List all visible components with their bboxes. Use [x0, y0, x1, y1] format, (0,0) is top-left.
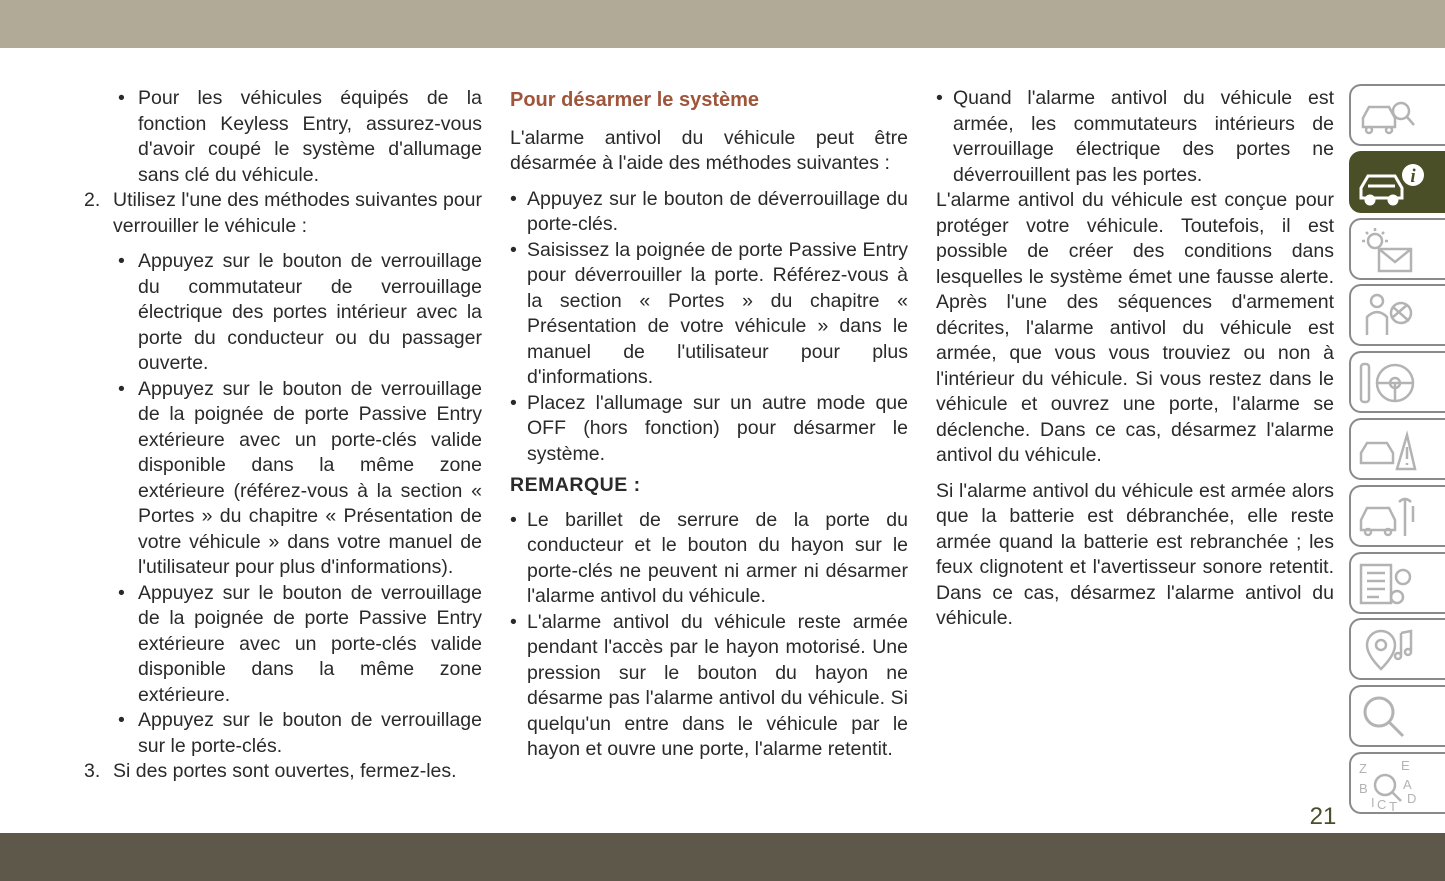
top-band: [0, 0, 1445, 48]
tab-specifications[interactable]: [1349, 552, 1445, 614]
step-text: Si des portes sont ouvertes, fermez-les.: [113, 760, 457, 782]
right-column: [936, 86, 1334, 642]
dashboard-lights-icon: [1357, 225, 1417, 275]
list-item: • Placez l'allumage sur un autre mode que OFF (hors fonction) pour désarmer le système.: [510, 391, 908, 468]
index-letter: E: [1401, 758, 1410, 773]
list-item: • Quand l'alarme antivol du véhicule est armée, les commutateurs intérieurs de verrouillage électrique des portes ne déverrouillent pas les portes.: [936, 86, 1334, 188]
list-item: • Appuyez sur le bouton de verrouillage de la poignée de porte Passive Entry extérieure avec un porte-clés valide disponible dans la même zone extérieure.: [84, 581, 482, 709]
index-letter: Z: [1359, 760, 1367, 776]
note-label: REMARQUE :: [510, 474, 641, 496]
intro-paragraph: L'alarme antivol du véhicule peut être désarmée à l'aide des méthodes suivantes :: [510, 126, 908, 174]
chapter-tabs: [1349, 84, 1445, 819]
intro-bullet: • Pour les véhicules équipés de la fonction Keyless Entry, assurez-vous d'avoir coupé le système d'allumage sans clé du véhicule.: [84, 86, 482, 188]
index-letter: T: [1389, 798, 1397, 813]
bottom-band: [0, 833, 1445, 881]
car-info-icon: [1357, 158, 1427, 212]
step-3: [84, 759, 482, 785]
index-icon: [1357, 759, 1421, 813]
list-item: • Appuyez sur le bouton de verrouillage du commutateur de verrouillage électrique des portes intérieur avec la porte du conducteur ou du passager ouverte.: [84, 249, 482, 377]
tab-servicing[interactable]: [1349, 485, 1445, 547]
step-2: [84, 188, 482, 239]
search-icon: [1357, 692, 1417, 742]
multimedia-icon: [1357, 625, 1417, 675]
car-service-icon: [1357, 492, 1417, 542]
tab-search[interactable]: [1349, 685, 1445, 747]
index-letter: C: [1377, 796, 1387, 812]
note-item: • Le barillet de serrure de la porte du conducteur et le bouton du hayon sur le porte-clés ne peuvent ni armer ni désarmer l'alarme antivol du véhicule.: [510, 508, 908, 610]
tab-multimedia[interactable]: [1349, 618, 1445, 680]
section-heading: Pour désarmer le système: [510, 89, 760, 111]
step-number: 2.: [84, 189, 101, 211]
step-text: Utilisez l'une des méthodes suivantes pour verrouiller le véhicule :: [113, 189, 483, 237]
index-letter: B: [1359, 780, 1368, 796]
index-letter: D: [1407, 790, 1417, 806]
list-item: • Saisissez la poignée de porte Passive Entry pour déverrouiller la porte. Référez-vous à la section « Portes » du chapitre « Présentation de votre véhicule » dans le manuel de l'utilisateur pour plus d'informations.: [510, 238, 908, 391]
list-item: • Appuyez sur le bouton de verrouillage de la poignée de porte Passive Entry extérieure avec un porte-clés valide disponible dans la même zone extérieure (référez-vous à la section « Portes » du chapitre « Présentation de votre véhicule » dans votre manuel de l'utilisateur pour plus d'informations).: [84, 377, 482, 581]
list-item: • Appuyez sur le bouton de verrouillage sur le porte-clés.: [84, 708, 482, 759]
steering-wheel-icon: [1357, 358, 1417, 408]
middle-column: [510, 86, 908, 763]
index-letter: A: [1403, 776, 1412, 792]
emergency-warning-icon: [1357, 425, 1417, 475]
tab-dashboard-lights[interactable]: [1349, 218, 1445, 280]
tab-emergency[interactable]: [1349, 418, 1445, 480]
tab-car-info[interactable]: [1349, 151, 1445, 213]
page-number: 21: [1309, 803, 1337, 830]
tab-safety[interactable]: [1349, 284, 1445, 346]
index-letter: I: [1371, 794, 1375, 810]
safety-airbag-icon: [1357, 291, 1417, 341]
list-item: • Appuyez sur le bouton de déverrouillage du porte-clés.: [510, 187, 908, 238]
paragraph: Si l'alarme antivol du véhicule est armée alors que la batterie est débranchée, elle reste armée quand la batterie est rebranchée ; les feux clignotent et l'avertisseur sonore retentit. Dans ce cas, désarmez l'alarme antivol du véhicule.: [936, 479, 1334, 629]
step-number: 3.: [84, 760, 101, 782]
tab-starting-driving[interactable]: [1349, 351, 1445, 413]
tab-index[interactable]: [1349, 752, 1445, 814]
paragraph: L'alarme antivol du véhicule est conçue pour protéger votre véhicule. Toutefois, il est possible de créer des conditions dans lesquelles le système émet une fausse alerte. Après l'une des séquences d'armement décrites, l'alarme antivol du véhicule est armée, que vous vous trouviez ou non à l'intérieur du véhicule. Si vous restez dans le véhicule et ouvrez une porte, l'alarme se déclenche. Dans ce cas, désarmez l'alarme antivol du véhicule.: [936, 189, 1334, 466]
note-item: • L'alarme antivol du véhicule reste armée pendant l'accès par le hayon motorisé. Une pression sur le bouton du hayon ne désarme pas l'alarme antivol du véhicule. Si quelqu'un entre dans le véhicule par le hayon et ouvre une porte, l'alarme retentit.: [510, 610, 908, 763]
left-column: [84, 86, 482, 795]
tab-car-search[interactable]: [1349, 84, 1445, 146]
info-glyph: i: [1410, 165, 1416, 187]
specifications-icon: [1357, 559, 1417, 609]
car-search-icon: [1357, 91, 1417, 141]
